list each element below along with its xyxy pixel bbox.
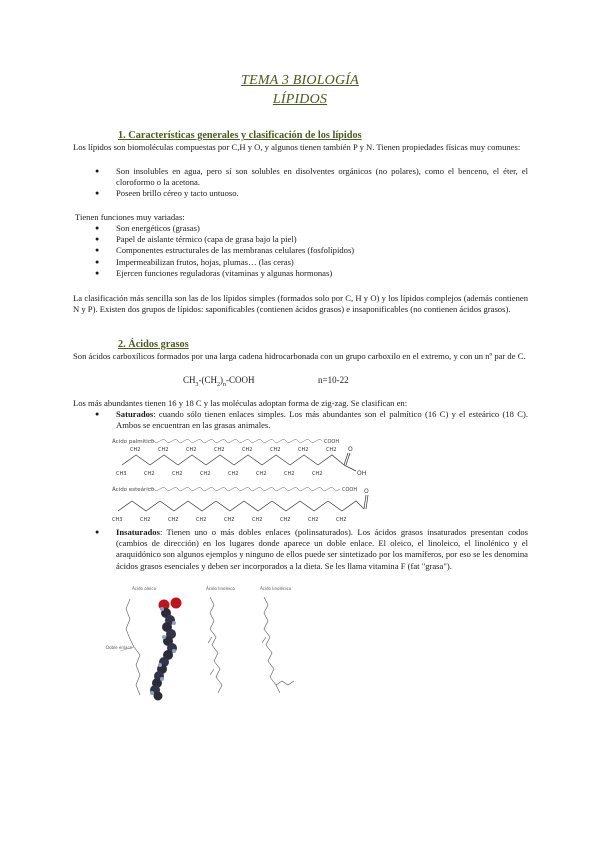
svg-text:OH: OH <box>357 470 367 477</box>
list-item: ● Poseen brillo céreo y tacto untuoso. <box>90 188 528 199</box>
svg-text:O: O <box>348 446 353 453</box>
section-1-intro: Los lípidos son biomoléculas compuestas por C,H y O, y algunos tienen también P y N. Tienen propiedades físicas muy comunes: <box>73 142 521 152</box>
oleic-label: Ácido oleico <box>132 586 157 591</box>
saturated-label: Saturados <box>116 409 154 419</box>
palmitic-acid-structure <box>112 438 366 477</box>
stearic-cooh-label: COOH <box>342 487 358 493</box>
svg-text:CH2: CH2 <box>284 471 295 477</box>
list-item: ● Ejercen funciones reguladoras (vitaminas y algunas hormonas) <box>90 268 528 279</box>
list-item: ● Impermeabilizan frutos, hojas, plumas… (las ceras) <box>90 257 528 268</box>
svg-text:CH2: CH2 <box>140 517 151 523</box>
document-title: TEMA 3 BIOLOGÍA <box>241 73 359 88</box>
list-item: ● Componentes estructurales de las membranas celulares (fosfolípidos) <box>90 245 528 256</box>
svg-text:CH2: CH2 <box>214 447 225 453</box>
stearic-brace <box>150 488 340 491</box>
palmitic-cooh-label: COOH <box>324 439 340 445</box>
list-item: ● Papel de aislante térmico (capa de grasa bajo la piel) <box>90 234 528 245</box>
svg-text:CH2: CH2 <box>196 517 207 523</box>
svg-text:CH2: CH2 <box>252 517 263 523</box>
stearic-label: Ácido esteárico <box>112 487 155 493</box>
saturated-item <box>90 409 528 431</box>
unsaturated-text: : Tienen uno o más dobles enlaces (polinsaturados). Los ácidos grasos insaturados presentan codos (cambios de dirección) en los lugares donde aparece un doble enlace. El oleico, el linoleico, el linolénico y el araquidónico son algunos ejemplos y ninguno de ellos puede ser sintetizado por los mamíferos, por eso se les denomina ácidos grasos esenciales y deben ser incorporados a la dieta. Se les llama vitamina F (fat "grasa"). <box>116 527 528 571</box>
linoleic-acid-line-structure <box>206 586 235 693</box>
svg-text:CH2: CH2 <box>130 447 141 453</box>
abundant-paragraph: Los más abundantes tienen 16 y 18 C y las moléculas adoptan forma de zig-zag. Se clasifican en: <box>73 398 408 408</box>
svg-text:CH3: CH3 <box>112 517 123 523</box>
oleic-acid-line-structure <box>106 586 157 695</box>
svg-text:CH2: CH2 <box>168 517 179 523</box>
functions-intro: Tienen funciones muy variadas: <box>75 212 185 222</box>
section-1-heading: 1. Características generales y clasificación de los lípidos <box>118 130 362 141</box>
svg-text:CH3: CH3 <box>116 471 127 477</box>
svg-text:CH2: CH2 <box>186 447 197 453</box>
functions-list <box>90 223 528 279</box>
svg-text:CH2: CH2 <box>158 447 169 453</box>
svg-text:CH2: CH2 <box>256 471 267 477</box>
svg-text:CH2: CH2 <box>228 471 239 477</box>
unsaturated-label: Insaturados <box>116 527 160 537</box>
list-item <box>90 527 528 572</box>
svg-text:CH2: CH2 <box>336 517 347 523</box>
section-2-intro: Son ácidos carboxílicos formados por una larga cadena hidrocarbonada con un grupo carboxilo en el extremo, y con un nº par de C. <box>73 351 526 361</box>
svg-text:CH2: CH2 <box>144 471 155 477</box>
space-filling-model <box>150 598 182 701</box>
document-subtitle: LÍPIDOS <box>272 92 328 107</box>
saturated-fatty-acid-diagram <box>108 435 378 523</box>
svg-text:CH2: CH2 <box>280 517 291 523</box>
svg-text:CH2: CH2 <box>224 517 235 523</box>
list-item: ● Son insolubles en agua, pero sí son solubles en disolventes orgánicos (no polares), como el benceno, el éter, el cloroformo o la acetona. <box>90 166 528 188</box>
properties-list <box>90 166 528 200</box>
svg-text:CH2: CH2 <box>312 471 323 477</box>
stearic-chain <box>118 501 364 511</box>
svg-text:CH2: CH2 <box>200 471 211 477</box>
general-formula: $CH_3-(CH_2)_n$-COOH <box>183 375 255 388</box>
list-item <box>90 409 528 431</box>
svg-text:CH2: CH2 <box>172 471 183 477</box>
palmitic-label: Ácido palmítico <box>112 439 155 445</box>
formula-range: n=10-22 <box>318 375 349 385</box>
stearic-acid-structure <box>112 486 369 523</box>
palmitic-chain <box>122 455 344 465</box>
palmitic-brace <box>150 440 322 443</box>
linoleic-label: Ácido linoleico <box>206 586 235 591</box>
svg-text:CH2: CH2 <box>308 517 319 523</box>
svg-text:CH2: CH2 <box>326 447 337 453</box>
list-item: ● Son energéticos (grasas) <box>90 223 528 234</box>
saturated-text: : cuando sólo tienen enlaces simples. Los más abundantes son el palmítico (16 C) y el esteárico (18 C). Ambos se encuentran en las grasas animales. <box>116 409 528 431</box>
linolenic-acid-line-structure <box>260 586 294 693</box>
linolenic-label: Ácido linolénico <box>260 586 292 591</box>
section-2-heading: 2. Ácidos grasos <box>118 339 189 350</box>
unsaturated-fatty-acid-figure <box>104 585 304 709</box>
classification-paragraph: La clasificación más sencilla son las de los lípidos simples (formados solo por C, H y O) y los lípidos complejos (además contienen N y P). Existen dos grupos de lípidos: saponificables (contienen ácidos grasos) e insaponificables (no contienen ácidos grasos). <box>73 293 528 315</box>
unsaturated-item <box>90 527 528 572</box>
svg-text:CH2: CH2 <box>242 447 253 453</box>
svg-text:O: O <box>364 488 369 495</box>
double-bond-label: Doble enlace <box>106 645 133 650</box>
svg-text:CH2: CH2 <box>298 447 309 453</box>
svg-text:CH2: CH2 <box>270 447 281 453</box>
